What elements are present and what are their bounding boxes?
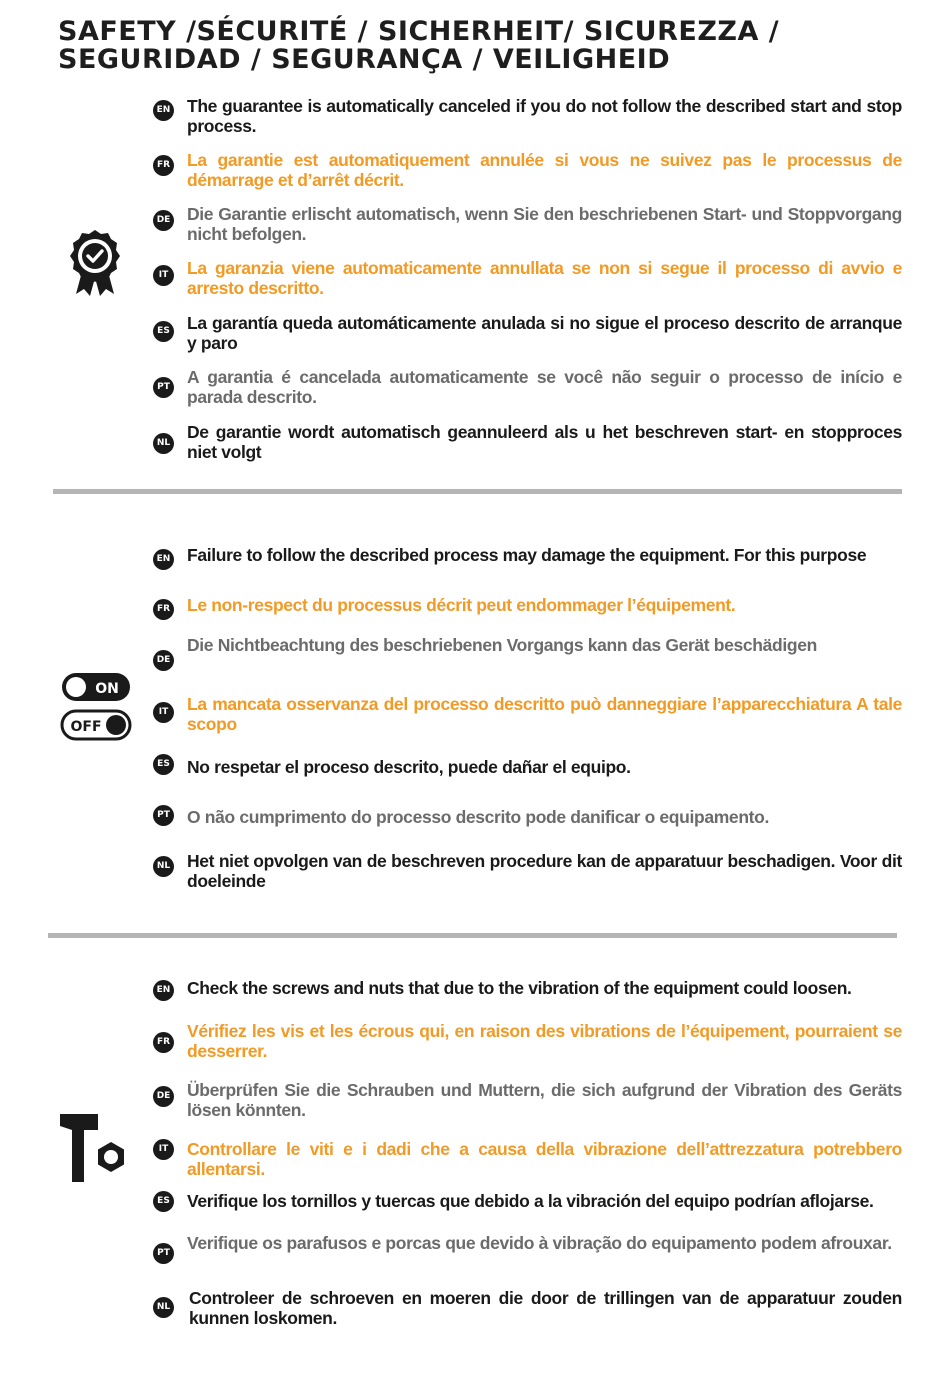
section3-en-text: Check the screws and nuts that due to the vibration of the equipment could loosen. [187,978,852,998]
lang-badge-de: DE [153,650,174,671]
lang-badge-pt: PT [153,377,174,398]
on-off-toggle-icon [60,671,132,743]
section3-pt-text: Verifique os parafusos e porcas que devido à vibração do equipamento podem afrouxar. [187,1233,892,1253]
warranty-seal-checkmark-icon [66,228,124,300]
lang-badge-en: EN [153,549,174,570]
section2-it-text: La mancata osservanza del processo descritto può danneggiare l’apparecchiatura A tale scopo [187,694,902,734]
lang-badge-en: EN [153,980,174,1001]
section2-pt-text: O não cumprimento do processo descrito pode danificar o equipamento. [187,807,769,827]
lang-badge-nl: NL [153,856,174,877]
section2-fr-text: Le non-respect du processus décrit peut endommager l’équipement. [187,595,736,615]
section3-es-text: Verifique los tornillos y tuercas que debido a la vibración del equipo podrían aflojarse. [187,1191,874,1211]
section1-en-text: The guarantee is automatically canceled if you do not follow the described start and stop process. [187,96,902,136]
lang-badge-de: DE [153,1086,174,1107]
lang-badge-es: ES [153,1191,174,1212]
lang-badge-de: DE [153,210,174,231]
section1-es-text: La garantía queda automáticamente anulada si no sigue el proceso descrito de arranque y paro [187,313,902,353]
hammer-nut-icon [58,1112,128,1186]
lang-badge-it: IT [153,702,174,723]
lang-badge-fr: FR [153,155,174,176]
page-title [58,18,918,74]
lang-badge-it: IT [153,265,174,286]
section1-it-text: La garanzia viene automaticamente annullata se non si segue il processo di avvio e arresto descritto. [187,258,902,298]
section3-it-text: Controllare le viti e i dadi che a causa della vibrazione dell’attrezzatura potrebbero allentarsi. [187,1139,902,1179]
section1-nl-text: De garantie wordt automatisch geannuleerd als u het beschreven start- en stopproces niet volgt [187,422,902,462]
lang-badge-es: ES [153,754,174,775]
lang-badge-fr: FR [153,599,174,620]
section2-de-text: Die Nichtbeachtung des beschriebenen Vorgangs kann das Gerät beschädigen [187,635,817,655]
section1-de-text: Die Garantie erlischt automatisch, wenn Sie den beschriebenen Start- und Stoppvorgang nicht befolgen. [187,204,902,244]
lang-badge-fr: FR [153,1032,174,1053]
title-line-2: SEGURIDAD / SEGURANÇA / VEILIGHEID [58,44,671,75]
section3-nl-text: Controleer de schroeven en moeren die door de trillingen van de apparatuur zouden kunnen loskomen. [189,1288,902,1328]
lang-badge-pt: PT [153,1243,174,1264]
toggle-off-label: OFF [70,719,102,735]
toggle-on-label: ON [95,681,119,697]
lang-badge-pt: PT [153,805,174,826]
section1-pt-text: A garantia é cancelada automaticamente se você não seguir o processo de início e parada descrito. [187,367,902,407]
lang-badge-en: EN [153,100,174,121]
section3-fr-text: Vérifiez les vis et les écrous qui, en raison des vibrations de l’équipement, pourraient se desserrer. [187,1021,902,1061]
section2-es-text: No respetar el proceso descrito, puede dañar el equipo. [187,757,631,777]
lang-badge-es: ES [153,321,174,342]
lang-badge-nl: NL [153,433,174,454]
section3-de-text: Überprüfen Sie die Schrauben und Muttern, die sich aufgrund der Vibration des Geräts lösen könnten. [187,1080,902,1120]
section-divider-2 [48,933,897,938]
lang-badge-it: IT [153,1139,174,1160]
section-divider-1 [53,489,902,494]
title-line-1: SAFETY /SÉCURITÉ / SICHERHEIT/ SICUREZZA / [58,16,780,47]
lang-badge-nl: NL [153,1297,174,1318]
section1-fr-text: La garantie est automatiquement annulée si vous ne suivez pas le processus de démarrage et d’arrêt décrit. [187,150,902,190]
section2-nl-text: Het niet opvolgen van de beschreven procedure kan de apparatuur beschadigen. Voor dit doeleinde [187,851,902,891]
section2-en-text: Failure to follow the described process may damage the equipment. For this purpose [187,545,867,565]
